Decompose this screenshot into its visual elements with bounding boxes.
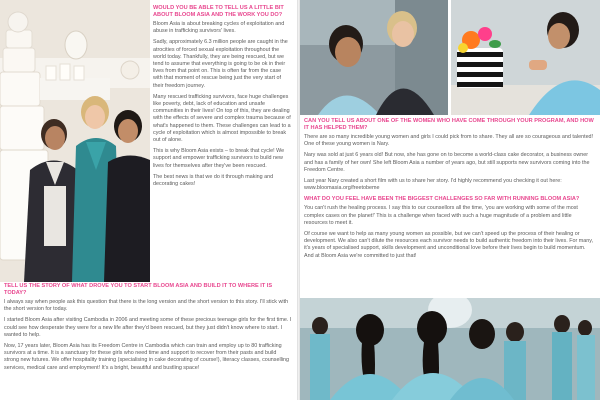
intro-column	[153, 5, 292, 192]
answer-paragraph: You can't rush the healing process. I say this to our counsellors all the time, 'you are working with some of the most complex cases on the planet!' This is a challenge when faced with such a huge magnitude of a problem and little resources to meet it.	[304, 205, 578, 226]
group-of-girls-illustration	[300, 298, 600, 400]
story-section	[4, 283, 292, 376]
answer-paragraph: This is why Bloom Asia exists – to break that cycle! We support and empower trafficking survivors to build new lives for themselves after they've been rescued.	[153, 148, 285, 169]
left-page	[0, 0, 297, 400]
team-photo	[0, 0, 150, 282]
question-about-bloom-asia: WOULD YOU BE ABLE TO TELL US A LITTLE BIT ABOUT BLOOM ASIA AND THE WORK YOU DO?	[153, 5, 284, 18]
answer-paragraph: I always say when people ask this question that there is the long version and the short version to this story. I'll stick with the short version for today.	[4, 299, 289, 313]
answer-paragraph: I started Bloom Asia after visiting Cambodia in 2006 and meeting some of these precious teenage girls for the first time. I could see how desperate they were for a new life after they'd been rescued, but they just didn't know where to start. I wanted to help.	[4, 317, 292, 338]
answer-paragraph: Sadly, approximately 6.3 million people are caught in the atrocities of forced sexual exploitation throughout the world today. Thankfully, they are being rescued, but we tend to assume that everything is going to be ok in their lives from that point on. This is often far from the case with that moment of rescue being just the very start of their freedom journey.	[153, 39, 288, 89]
question-program-story: CAN YOU TELL US ABOUT ONE OF THE WOMEN WHO HAVE COME THROUGH YOUR PROGRAM, AND HOW IT HAS HELPED THEM?	[304, 118, 594, 131]
laughing-women-illustration	[300, 0, 448, 115]
answer-paragraph: Last year Nary created a short film with us to share her story. I'd highly recommend you checking it out here: www.bloomasia.org/freetobeme	[304, 178, 562, 192]
nary-section	[304, 118, 596, 264]
answer-paragraph: Many rescued trafficking survivors, face huge challenges like poverty, debt, lack of education and unsafe communities in their lives! On top of this, they are dealing with the effects of severe and complex trauma because of what's happened to them. These challenges can lead to a cycle of exploitation which is almost impossible to break out of alone.	[153, 93, 291, 144]
question-biggest-challenges: WHAT DO YOU FEEL HAVE BEEN THE BIGGEST CHALLENGES SO FAR WITH RUNNING BLOOM ASIA?	[304, 196, 580, 203]
answer-paragraph: Of course we want to help as many young women as possible, but we can't speed up the process of their healing or development. We also can't dilute the resources each survivor needs to build authentic freedom into their lives. For many, it's years of specialised support, skills development and unconditional love before their lives begin to build momentum. And at Bloom Asia we're committed to just that!	[304, 231, 594, 259]
team-photo-illustration	[0, 0, 150, 282]
question-founding-story: TELL US THE STORY OF WHAT DROVE YOU TO START BLOOM ASIA AND BUILD IT TO WHERE IT IS TODAY?	[4, 283, 273, 296]
cake-decorating-illustration	[451, 0, 600, 115]
answer-paragraph: There are so many incredible young women and girls I could pick from to share. They all are so courageous and talented! One of these young women is Nary.	[304, 134, 594, 148]
answer-paragraph: Bloom Asia is about breaking cycles of exploitation and abuse in trafficking survivors' lives.	[153, 21, 285, 35]
answer-paragraph: Nary was sold at just 6 years old! But now, she has gone on to become a world-class cake decorator, a business owner and has a family of her own! She left Bloom Asia a number of years ago, but still supports new survivors coming into the Freedom Centre.	[304, 152, 590, 173]
right-page	[300, 0, 600, 400]
answer-paragraph: Now, 17 years later, Bloom Asia has its Freedom Centre in Cambodia which can train and employ up to 80 trafficking survivors at a time. It is a sanctuary for these girls who need time and support to recover from their pasts and build strong new futures. We offer hospitality training (specialising in cake decorating of course!), literacy classes, counselling services, medical care and employment! It's a bright, beautiful and bustling space!	[4, 343, 290, 371]
answer-paragraph: The best news is that we do it through making and decorating cakes!	[153, 173, 274, 188]
cake-decorating-photo	[451, 0, 600, 115]
group-of-girls-photo	[300, 298, 600, 400]
laughing-women-photo	[300, 0, 448, 115]
